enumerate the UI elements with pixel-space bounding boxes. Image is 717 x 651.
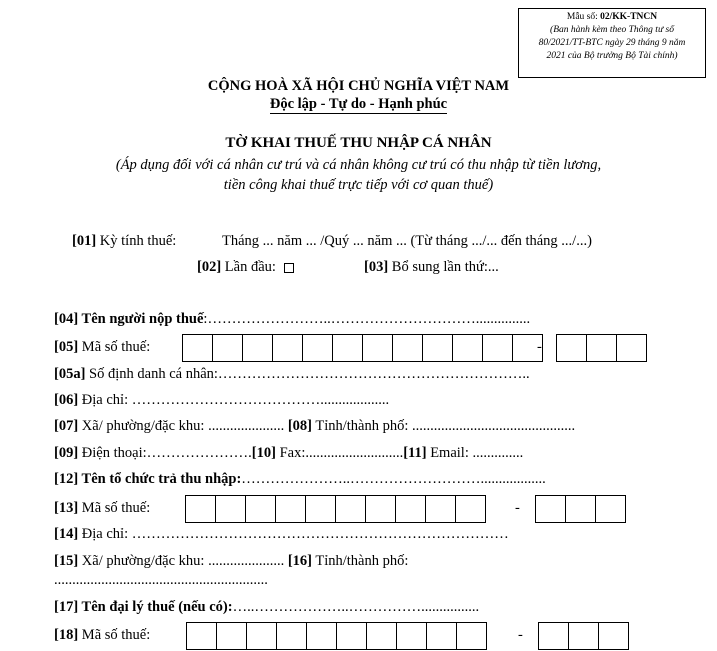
- tax-agent-name-field[interactable]: [17] Tên đại lý thuế (nếu có):…..………………..……………................: [54, 599, 480, 615]
- payer-province-continuation[interactable]: ...........................................................: [54, 572, 268, 588]
- tax-code-digit-box[interactable]: [305, 495, 336, 523]
- tax-code-digit-box[interactable]: [336, 622, 367, 650]
- contact-row: [54, 445, 523, 462]
- tax-code-digit-box[interactable]: [272, 334, 303, 362]
- form-circular-line2: 80/2021/TT-BTC ngày 29 tháng 9 năm: [538, 38, 686, 48]
- tax-code-digit-box[interactable]: [366, 622, 397, 650]
- form-title: TỜ KHAI THUẾ THU NHẬP CÁ NHÂN: [225, 135, 492, 151]
- tax-code-digit-box[interactable]: [182, 334, 213, 362]
- payer-province-field[interactable]: [16] Tỉnh/thành phố:: [287, 553, 409, 569]
- tax-code-suffix-box[interactable]: [568, 622, 599, 650]
- fax-field[interactable]: [10] Fax:...........................: [251, 445, 404, 461]
- form-subtitle-line2: tiền công khai thuế trực tiếp với cơ quan thuế): [223, 177, 494, 193]
- tax-code-digit-box[interactable]: [395, 495, 426, 523]
- payer-ward-field[interactable]: [15] Xã/ phường/đặc khu: .....................: [54, 553, 288, 569]
- tax-code-digit-box[interactable]: [212, 334, 243, 362]
- tax-period-row: [01] Kỳ tính thuế:: [72, 233, 177, 249]
- payer-address-field[interactable]: [14] Địa chỉ: ……………………………………………………………………: [54, 526, 509, 542]
- payer-tax-code-suffix-boxes[interactable]: [535, 495, 626, 523]
- national-motto: Độc lập - Tự do - Hạnh phúc: [269, 96, 448, 112]
- taxpayer-name-field[interactable]: [04] Tên người nộp thuế:……………………..…………………………...............: [54, 311, 531, 327]
- tax-code-digit-box[interactable]: [242, 334, 273, 362]
- tax-code-digit-box[interactable]: [362, 334, 393, 362]
- email-field[interactable]: [11] Email: ..............: [403, 445, 524, 461]
- tax-code-digit-box[interactable]: [455, 495, 486, 523]
- tax-code-digit-box[interactable]: [246, 622, 277, 650]
- supplement-row[interactable]: [03] Bổ sung lần thứ:...: [364, 259, 499, 275]
- tax-code-digit-box[interactable]: [275, 495, 306, 523]
- tax-code-digit-box[interactable]: [392, 334, 423, 362]
- tax-code-digit-box[interactable]: [422, 334, 453, 362]
- tax-code-digit-box[interactable]: [425, 495, 456, 523]
- agent-tax-code-label: [18] Mã số thuế:: [54, 627, 151, 643]
- tax-code-digit-box[interactable]: [186, 622, 217, 650]
- phone-field[interactable]: [09] Điện thoại:………………….: [54, 445, 252, 461]
- tax-code-separator: -: [515, 500, 520, 516]
- taxpayer-tax-code-suffix-boxes[interactable]: [556, 334, 647, 362]
- tax-code-suffix-box[interactable]: [586, 334, 617, 362]
- tax-period-value[interactable]: Tháng ... năm ... /Quý ... năm ... (Từ tháng .../... đến tháng .../...): [222, 233, 592, 249]
- first-time-checkbox[interactable]: [284, 263, 294, 273]
- tax-code-digit-box[interactable]: [332, 334, 363, 362]
- form-circular-line3: 2021 của Bộ trưởng Bộ Tài chính): [546, 51, 678, 61]
- form-code-box: [518, 8, 706, 78]
- tax-code-digit-box[interactable]: [335, 495, 366, 523]
- country-name: CỘNG HOÀ XÃ HỘI CHỦ NGHĨA VIỆT NAM: [207, 78, 510, 94]
- tax-code-separator: -: [537, 339, 542, 355]
- tax-code-suffix-box[interactable]: [565, 495, 596, 523]
- tax-code-suffix-box[interactable]: [538, 622, 569, 650]
- tax-code-suffix-box[interactable]: [616, 334, 647, 362]
- payer-tax-code-label: [13] Mã số thuế:: [54, 500, 151, 516]
- form-code: Mẫu số: 02/KK-TNCN: [566, 12, 658, 22]
- tax-code-digit-box[interactable]: [302, 334, 333, 362]
- tax-code-digit-box[interactable]: [426, 622, 457, 650]
- payer-ward-province-row: [54, 553, 408, 570]
- form-circular-line1: (Ban hành kèm theo Thông tư số: [550, 25, 674, 35]
- first-time-row: [02] Lần đầu:: [197, 259, 294, 276]
- payer-tax-code-boxes[interactable]: [185, 495, 486, 523]
- tax-code-digit-box[interactable]: [306, 622, 337, 650]
- tax-code-suffix-box[interactable]: [556, 334, 587, 362]
- tax-code-suffix-box[interactable]: [535, 495, 566, 523]
- tax-code-digit-box[interactable]: [452, 334, 483, 362]
- form-subtitle-line1: (Áp dụng đối với cá nhân cư trú và cá nhân không cư trú có thu nhập từ tiền lương,: [115, 157, 602, 173]
- province-field[interactable]: [08] Tỉnh/thành phố: .............................................: [287, 418, 576, 434]
- ward-field[interactable]: [07] Xã/ phường/đặc khu: .....................: [54, 418, 288, 434]
- taxpayer-address-field[interactable]: [06] Địa chỉ: …………………………………...................: [54, 392, 390, 408]
- payer-org-name-field[interactable]: [12] Tên tổ chức trả thu nhập:…………………..………………………..................: [54, 471, 546, 487]
- tax-code-separator: -: [518, 627, 523, 643]
- taxpayer-tax-code-label: [05] Mã số thuế:: [54, 339, 151, 355]
- tax-code-digit-box[interactable]: [216, 622, 247, 650]
- tax-code-suffix-box[interactable]: [595, 495, 626, 523]
- taxpayer-ward-province-row: [54, 418, 575, 435]
- agent-tax-code-suffix-boxes[interactable]: [538, 622, 629, 650]
- tax-code-digit-box[interactable]: [276, 622, 307, 650]
- tax-code-suffix-box[interactable]: [598, 622, 629, 650]
- tax-code-digit-box[interactable]: [365, 495, 396, 523]
- taxpayer-tax-code-boxes[interactable]: [182, 334, 543, 362]
- agent-tax-code-boxes[interactable]: [186, 622, 487, 650]
- tax-code-digit-box[interactable]: [215, 495, 246, 523]
- tax-code-digit-box[interactable]: [482, 334, 513, 362]
- tax-code-digit-box[interactable]: [456, 622, 487, 650]
- tax-code-digit-box[interactable]: [245, 495, 276, 523]
- tax-code-digit-box[interactable]: [396, 622, 427, 650]
- personal-id-field[interactable]: [05a] Số định danh cá nhân:………………………………………………………..: [54, 366, 530, 382]
- tax-code-digit-box[interactable]: [185, 495, 216, 523]
